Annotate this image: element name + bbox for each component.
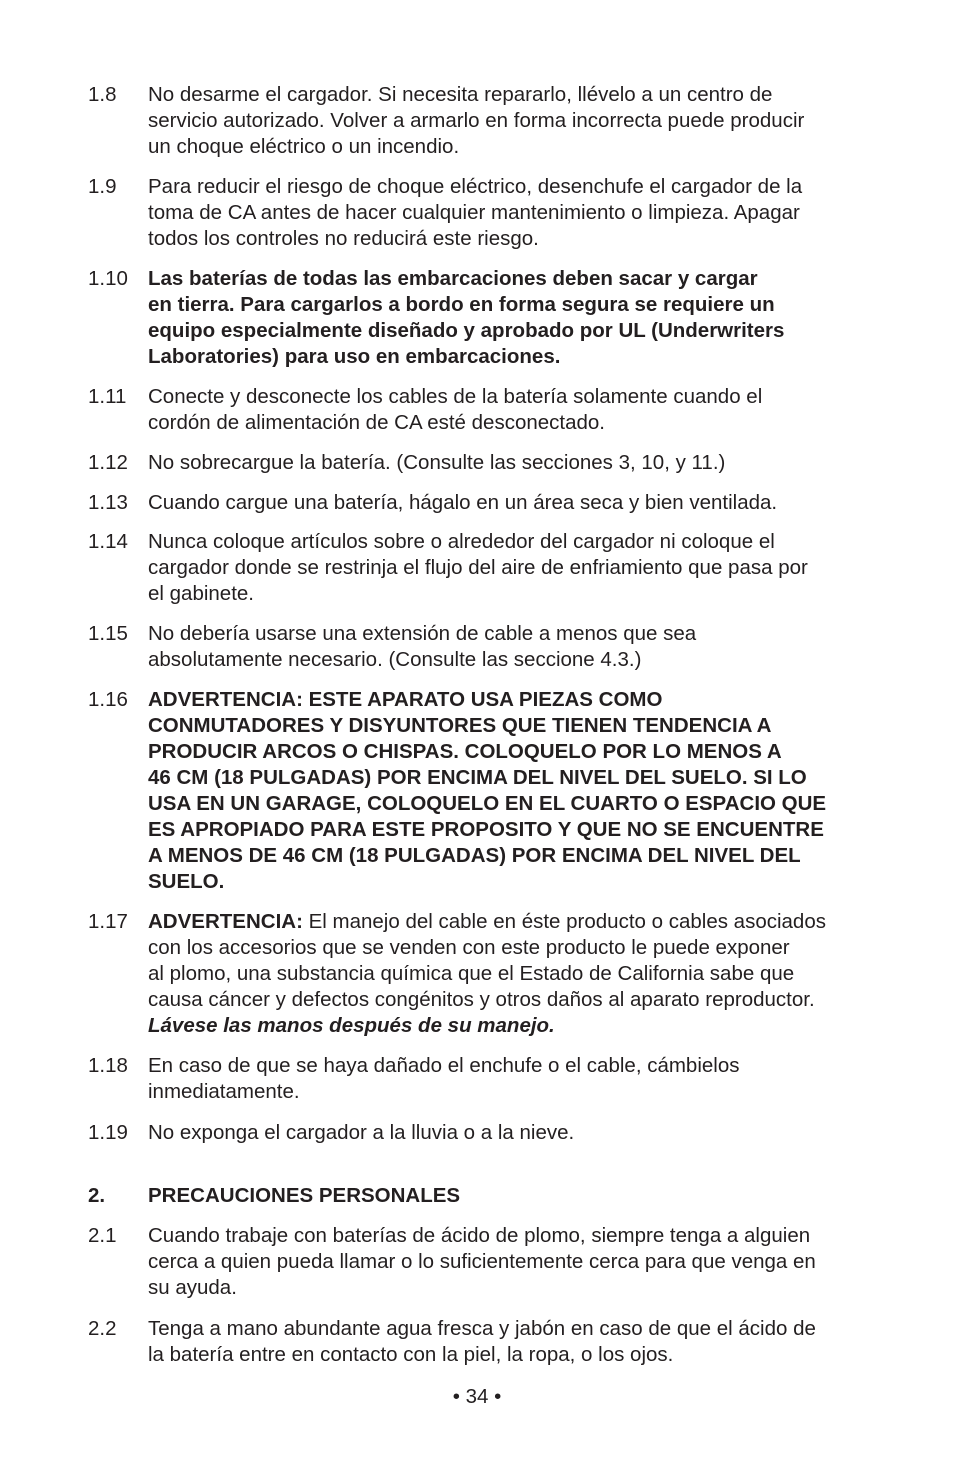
text-line: cordón de alimentación de CA esté desconectado.: [148, 411, 605, 434]
text-line: USA EN UN GARAGE, COLOQUELO EN EL CUARTO O ESPACIO QUE: [148, 792, 827, 815]
item-text: [148, 1120, 873, 1146]
item-text-bold: [148, 266, 873, 370]
item-number: 1.17: [88, 910, 128, 933]
text-line: Tenga a mano abundante agua fresca y jabón en caso de que el ácido de: [148, 1317, 816, 1340]
warning-lead: ADVERTENCIA:: [148, 910, 303, 933]
page-number: • 34 •: [452, 1385, 502, 1408]
item-number: 1.8: [88, 83, 117, 106]
text-line: No debería usarse una extensión de cable a menos que sea: [148, 622, 697, 645]
text-line: equipo especialmente diseñado y aprobado por UL (Underwriters: [148, 319, 785, 342]
item-text: [148, 1316, 873, 1368]
text-line: Nunca coloque artículos sobre o alrededor del cargador ni coloque el: [148, 530, 775, 553]
item-text: [148, 450, 873, 476]
text-line: ES APROPIADO PARA ESTE PROPOSITO Y QUE NO SE ENCUENTRE: [148, 818, 824, 841]
item-number: 1.13: [88, 491, 128, 514]
emphasis-line: Lávese las manos después de su manejo.: [148, 1014, 555, 1037]
item-number: 1.9: [88, 175, 117, 198]
item-number: 2.2: [88, 1317, 117, 1340]
text-line: todos los controles no reducirá este riesgo.: [148, 227, 539, 250]
text-line: No exponga el cargador a la lluvia o a la nieve.: [148, 1121, 575, 1144]
item-text: [148, 490, 873, 516]
text-line: Conecte y desconecte los cables de la batería solamente cuando el: [148, 385, 763, 408]
text-line: Las baterías de todas las embarcaciones deben sacar y cargar: [148, 267, 758, 290]
text-line: el gabinete.: [148, 582, 255, 605]
text-line: en tierra. Para cargarlos a bordo en forma segura se requiere un: [148, 293, 775, 316]
text-line: No desarme el cargador. Si necesita repararlo, llévelo a un centro de: [148, 83, 773, 106]
text-line: A MENOS DE 46 CM (18 PULGADAS) POR ENCIMA DEL NIVEL DEL: [148, 844, 801, 867]
text-line: inmediatamente.: [148, 1080, 300, 1103]
text-line: SUELO.: [148, 870, 225, 893]
item-number: 1.14: [88, 530, 128, 553]
text-line: con los accesorios que se venden con este producto le puede exponer: [148, 936, 790, 959]
text-line: CONMUTADORES Y DISYUNTORES QUE TIENEN TENDENCIA A: [148, 714, 772, 737]
item-number: 1.15: [88, 622, 128, 645]
item-text: [148, 1223, 873, 1301]
item-number: 1.12: [88, 451, 128, 474]
text-line: causa cáncer y defectos congénitos y otros daños al aparato reproductor.: [148, 988, 815, 1011]
text-line: Cuando cargue una batería, hágalo en un área seca y bien ventilada.: [148, 491, 778, 514]
text-line: PRODUCIR ARCOS O CHISPAS. COLOQUELO POR LO MENOS A: [148, 740, 782, 763]
warning-text: [148, 687, 873, 895]
text-line: En caso de que se haya dañado el enchufe o el cable, cámbielos: [148, 1054, 740, 1077]
item-text: [148, 621, 873, 673]
text-line: la batería entre en contacto con la piel, la ropa, o los ojos.: [148, 1343, 674, 1366]
item-number: 1.10: [88, 267, 128, 290]
item-number: 2.1: [88, 1224, 117, 1247]
item-number: 1.16: [88, 688, 128, 711]
item-text: [148, 1053, 873, 1105]
text-line: servicio autorizado. Volver a armarlo en forma incorrecta puede producir: [148, 109, 805, 132]
text-line: cargador donde se restrinja el flujo del aire de enfriamiento que pasa por: [148, 556, 808, 579]
text-line: su ayuda.: [148, 1276, 237, 1299]
text-continuation: El manejo del cable en éste producto o cables asociados: [302, 910, 826, 933]
item-text: [148, 909, 873, 1039]
text-line: cerca a quien pueda llamar o lo suficientemente cerca para que venga en: [148, 1250, 816, 1273]
text-line: [148, 909, 873, 935]
text-line: toma de CA antes de hacer cualquier mantenimiento o limpieza. Apagar: [148, 201, 800, 224]
item-number: 1.18: [88, 1054, 128, 1077]
text-line: Para reducir el riesgo de choque eléctrico, desenchufe el cargador de la: [148, 175, 803, 198]
text-line: 46 CM (18 PULGADAS) POR ENCIMA DEL NIVEL DEL SUELO. SI LO: [148, 766, 807, 789]
item-text: [148, 174, 873, 252]
text-line: ADVERTENCIA: ESTE APARATO USA PIEZAS COMO: [148, 688, 663, 711]
text-line: No sobrecargue la batería. (Consulte las secciones 3, 10, y 11.): [148, 451, 726, 474]
text-line: Cuando trabaje con baterías de ácido de plomo, siempre tenga a alguien: [148, 1224, 811, 1247]
item-text: [148, 82, 873, 160]
text-line: Laboratories) para uso en embarcaciones.: [148, 345, 561, 368]
section-title: PRECAUCIONES PERSONALES: [148, 1184, 461, 1207]
item-number: 1.11: [88, 385, 127, 408]
text-line: al plomo, una substancia química que el Estado de California sabe que: [148, 962, 795, 985]
item-number: 1.19: [88, 1121, 128, 1144]
text-line: absolutamente necesario. (Consulte las seccione 4.3.): [148, 648, 642, 671]
text-line: un choque eléctrico o un incendio.: [148, 135, 460, 158]
section-number: 2.: [88, 1184, 106, 1207]
item-text: [148, 529, 873, 607]
item-text: [148, 384, 873, 436]
